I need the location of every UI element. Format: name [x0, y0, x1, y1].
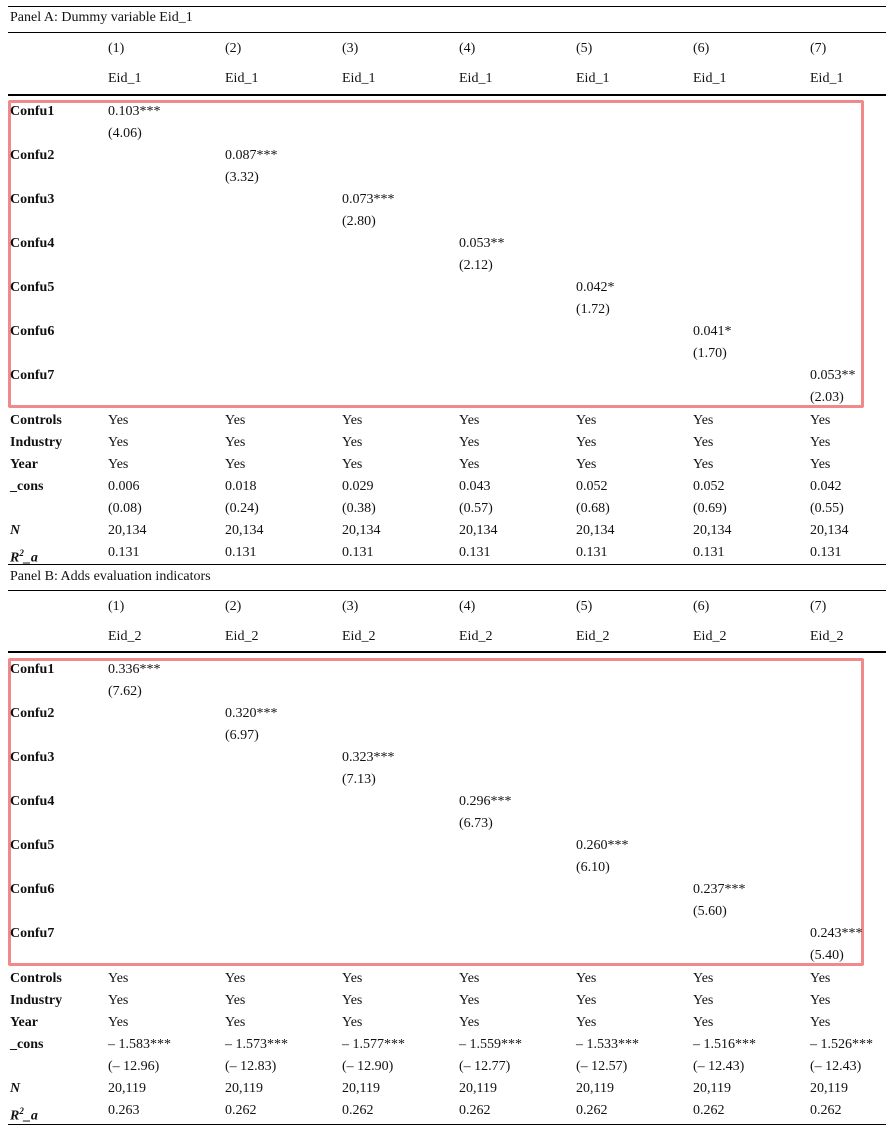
- industry-value: Yes: [810, 435, 831, 450]
- t-statistic: (2.80): [342, 214, 376, 229]
- controls-value: Yes: [459, 413, 480, 428]
- adjusted-r2-value: 0.131: [342, 545, 374, 560]
- constant-t-statistic: (0.68): [576, 501, 610, 516]
- dependent-variable: Eid_2: [342, 629, 376, 644]
- row-label-confu: Confu3: [10, 192, 55, 207]
- observations-value: 20,134: [810, 523, 849, 538]
- title-rule: [8, 32, 886, 33]
- row-label-confu: Confu5: [10, 838, 55, 853]
- header-rule: [8, 94, 886, 96]
- row-label-confu: Confu3: [10, 750, 55, 765]
- constant-value: – 1.583***: [108, 1037, 171, 1052]
- year-value: Yes: [693, 457, 714, 472]
- controls-value: Yes: [108, 413, 129, 428]
- industry-value: Yes: [342, 993, 363, 1008]
- row-label-confu: Confu2: [10, 706, 55, 721]
- year-value: Yes: [342, 1015, 363, 1030]
- column-number: (4): [459, 41, 476, 56]
- column-number: (6): [693, 41, 710, 56]
- r2-label-superscript: 2: [19, 1106, 24, 1116]
- adjusted-r2-value: 0.131: [225, 545, 257, 560]
- column-number: (3): [342, 599, 359, 614]
- year-value: Yes: [810, 1015, 831, 1030]
- coefficient: 0.073***: [342, 192, 395, 207]
- coefficient: 0.323***: [342, 750, 395, 765]
- dependent-variable: Eid_1: [459, 71, 493, 86]
- adjusted-r2-value: 0.263: [108, 1103, 140, 1118]
- year-value: Yes: [576, 1015, 597, 1030]
- constant-t-statistic: (0.08): [108, 501, 142, 516]
- adjusted-r2-value: 0.131: [810, 545, 842, 560]
- row-label-r2: [10, 1102, 38, 1126]
- year-value: Yes: [225, 457, 246, 472]
- row-label-controls: Controls: [10, 413, 62, 428]
- observations-value: 20,119: [342, 1081, 380, 1096]
- row-label-confu: Confu5: [10, 280, 55, 295]
- dependent-variable: Eid_2: [225, 629, 259, 644]
- dependent-variable: Eid_1: [576, 71, 610, 86]
- t-statistic: (2.12): [459, 258, 493, 273]
- row-label-n: N: [10, 523, 21, 538]
- row-label-industry: Industry: [10, 435, 63, 450]
- constant-value: 0.042: [810, 479, 842, 494]
- constant-t-statistic: (– 12.96): [108, 1059, 160, 1074]
- coefficient: 0.243***: [810, 926, 863, 941]
- observations-value: 20,119: [459, 1081, 497, 1096]
- row-label-year: Year: [10, 1015, 38, 1030]
- adjusted-r2-value: 0.131: [108, 545, 140, 560]
- column-number: (1): [108, 599, 125, 614]
- r2-label-tail: _a: [23, 1108, 38, 1124]
- row-label-controls: Controls: [10, 971, 62, 986]
- constant-t-statistic: (– 12.83): [225, 1059, 277, 1074]
- t-statistic: (7.62): [108, 684, 142, 699]
- title-rule: [8, 590, 886, 591]
- t-statistic: (5.60): [693, 904, 727, 919]
- industry-value: Yes: [459, 435, 480, 450]
- coefficient: 0.053**: [459, 236, 505, 251]
- row-label-year: Year: [10, 457, 38, 472]
- coefficient: 0.320***: [225, 706, 278, 721]
- column-number: (2): [225, 599, 242, 614]
- coefficient: 0.237***: [693, 882, 746, 897]
- industry-value: Yes: [576, 435, 597, 450]
- r2-label-main: R: [10, 1108, 20, 1124]
- constant-value: 0.029: [342, 479, 374, 494]
- dependent-variable: Eid_2: [576, 629, 610, 644]
- column-number: (4): [459, 599, 476, 614]
- observations-value: 20,119: [810, 1081, 848, 1096]
- constant-value: 0.052: [693, 479, 725, 494]
- adjusted-r2-value: 0.131: [459, 545, 491, 560]
- t-statistic: (5.40): [810, 948, 844, 963]
- industry-value: Yes: [576, 993, 597, 1008]
- panel-title: Panel B: Adds evaluation indicators: [10, 569, 211, 584]
- row-label-confu: Confu7: [10, 368, 55, 383]
- controls-value: Yes: [693, 971, 714, 986]
- industry-value: Yes: [225, 993, 246, 1008]
- constant-value: – 1.526***: [810, 1037, 873, 1052]
- panel-title: Panel A: Dummy variable Eid_1: [10, 10, 193, 25]
- dependent-variable: Eid_1: [810, 71, 844, 86]
- industry-value: Yes: [693, 435, 714, 450]
- r2-label-superscript: 2: [19, 548, 24, 558]
- constant-value: – 1.577***: [342, 1037, 405, 1052]
- constant-t-statistic: (– 12.90): [342, 1059, 394, 1074]
- constant-value: 0.043: [459, 479, 491, 494]
- industry-value: Yes: [693, 993, 714, 1008]
- controls-value: Yes: [576, 413, 597, 428]
- year-value: Yes: [459, 457, 480, 472]
- row-label-confu: Confu6: [10, 882, 55, 897]
- constant-value: 0.018: [225, 479, 257, 494]
- row-label-industry: Industry: [10, 993, 63, 1008]
- row-label-confu: Confu2: [10, 148, 55, 163]
- t-statistic: (1.72): [576, 302, 610, 317]
- constant-value: – 1.533***: [576, 1037, 639, 1052]
- row-label-confu: Confu4: [10, 236, 55, 251]
- row-label-cons: _cons: [10, 1037, 44, 1052]
- constant-t-statistic: (0.38): [342, 501, 376, 516]
- row-label-n: N: [10, 1081, 21, 1096]
- adjusted-r2-value: 0.131: [576, 545, 608, 560]
- constant-t-statistic: (– 12.43): [693, 1059, 745, 1074]
- constant-t-statistic: (0.69): [693, 501, 727, 516]
- dependent-variable: Eid_1: [342, 71, 376, 86]
- t-statistic: (3.32): [225, 170, 259, 185]
- adjusted-r2-value: 0.262: [225, 1103, 257, 1118]
- column-number: (1): [108, 41, 125, 56]
- adjusted-r2-value: 0.262: [459, 1103, 491, 1118]
- dependent-variable: Eid_2: [693, 629, 727, 644]
- observations-value: 20,134: [342, 523, 381, 538]
- row-label-confu: Confu7: [10, 926, 55, 941]
- bottom-rule: [8, 1124, 886, 1125]
- observations-value: 20,134: [225, 523, 264, 538]
- dependent-variable: Eid_2: [810, 629, 844, 644]
- coefficient: 0.042*: [576, 280, 615, 295]
- constant-value: 0.006: [108, 479, 140, 494]
- controls-value: Yes: [108, 971, 129, 986]
- year-value: Yes: [342, 457, 363, 472]
- controls-value: Yes: [810, 413, 831, 428]
- constant-value: – 1.516***: [693, 1037, 756, 1052]
- controls-value: Yes: [342, 413, 363, 428]
- column-number: (3): [342, 41, 359, 56]
- adjusted-r2-value: 0.262: [576, 1103, 608, 1118]
- year-value: Yes: [225, 1015, 246, 1030]
- row-label-confu: Confu6: [10, 324, 55, 339]
- adjusted-r2-value: 0.262: [810, 1103, 842, 1118]
- controls-value: Yes: [225, 971, 246, 986]
- controls-value: Yes: [459, 971, 480, 986]
- row-label-confu: Confu4: [10, 794, 55, 809]
- year-value: Yes: [108, 1015, 129, 1030]
- industry-value: Yes: [225, 435, 246, 450]
- adjusted-r2-value: 0.262: [342, 1103, 374, 1118]
- constant-t-statistic: (– 12.77): [459, 1059, 511, 1074]
- coefficient: 0.053**: [810, 368, 856, 383]
- row-label-confu: Confu1: [10, 104, 55, 119]
- column-number: (6): [693, 599, 710, 614]
- header-rule: [8, 651, 886, 653]
- industry-value: Yes: [108, 993, 129, 1008]
- column-number: (7): [810, 599, 827, 614]
- constant-value: – 1.559***: [459, 1037, 522, 1052]
- constant-t-statistic: (0.55): [810, 501, 844, 516]
- constant-t-statistic: (– 12.43): [810, 1059, 862, 1074]
- t-statistic: (4.06): [108, 126, 142, 141]
- highlight-box: [8, 100, 864, 408]
- controls-value: Yes: [810, 971, 831, 986]
- r2-label-tail: _a: [23, 550, 38, 566]
- observations-value: 20,134: [459, 523, 498, 538]
- year-value: Yes: [810, 457, 831, 472]
- coefficient: 0.296***: [459, 794, 512, 809]
- coefficient: 0.336***: [108, 662, 161, 677]
- controls-value: Yes: [342, 971, 363, 986]
- constant-t-statistic: (– 12.57): [576, 1059, 628, 1074]
- constant-value: 0.052: [576, 479, 608, 494]
- constant-t-statistic: (0.24): [225, 501, 259, 516]
- observations-value: 20,119: [225, 1081, 263, 1096]
- top-rule: [8, 6, 886, 7]
- observations-value: 20,119: [693, 1081, 731, 1096]
- coefficient: 0.260***: [576, 838, 629, 853]
- dependent-variable: Eid_1: [693, 71, 727, 86]
- industry-value: Yes: [108, 435, 129, 450]
- observations-value: 20,134: [108, 523, 147, 538]
- column-number: (2): [225, 41, 242, 56]
- t-statistic: (1.70): [693, 346, 727, 361]
- coefficient: 0.087***: [225, 148, 278, 163]
- column-number: (5): [576, 599, 593, 614]
- row-label-cons: _cons: [10, 479, 44, 494]
- coefficient: 0.103***: [108, 104, 161, 119]
- t-statistic: (6.73): [459, 816, 493, 831]
- dependent-variable: Eid_1: [225, 71, 259, 86]
- observations-value: 20,119: [108, 1081, 146, 1096]
- adjusted-r2-value: 0.131: [693, 545, 725, 560]
- column-number: (5): [576, 41, 593, 56]
- industry-value: Yes: [342, 435, 363, 450]
- observations-value: 20,119: [576, 1081, 614, 1096]
- t-statistic: (6.10): [576, 860, 610, 875]
- top-rule: [8, 564, 886, 565]
- constant-value: – 1.573***: [225, 1037, 288, 1052]
- row-label-confu: Confu1: [10, 662, 55, 677]
- observations-value: 20,134: [693, 523, 732, 538]
- year-value: Yes: [576, 457, 597, 472]
- dependent-variable: Eid_1: [108, 71, 142, 86]
- column-number: (7): [810, 41, 827, 56]
- industry-value: Yes: [459, 993, 480, 1008]
- t-statistic: (7.13): [342, 772, 376, 787]
- year-value: Yes: [459, 1015, 480, 1030]
- year-value: Yes: [108, 457, 129, 472]
- industry-value: Yes: [810, 993, 831, 1008]
- dependent-variable: Eid_2: [108, 629, 142, 644]
- controls-value: Yes: [225, 413, 246, 428]
- controls-value: Yes: [576, 971, 597, 986]
- dependent-variable: Eid_2: [459, 629, 493, 644]
- r2-label-main: R: [10, 550, 20, 566]
- constant-t-statistic: (0.57): [459, 501, 493, 516]
- highlight-box: [8, 658, 864, 966]
- adjusted-r2-value: 0.262: [693, 1103, 725, 1118]
- observations-value: 20,134: [576, 523, 615, 538]
- t-statistic: (2.03): [810, 390, 844, 405]
- year-value: Yes: [693, 1015, 714, 1030]
- t-statistic: (6.97): [225, 728, 259, 743]
- coefficient: 0.041*: [693, 324, 732, 339]
- controls-value: Yes: [693, 413, 714, 428]
